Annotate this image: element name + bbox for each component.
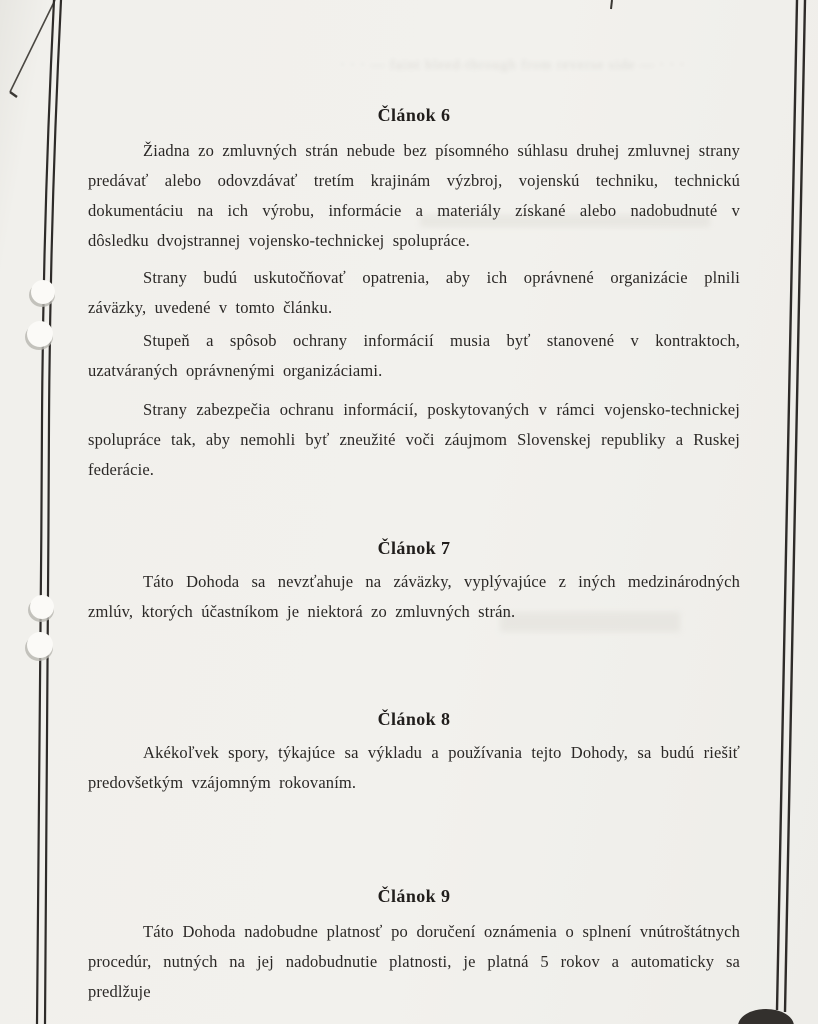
paragraph: Žiadna zo zmluvných strán nebude bez písomného súhlasu druhej zmluvnej strany predávať alebo odovzdávať tretím krajinám výzbroj, vojenskú techniku, technickú dokumentáciu na ich výrobu, informácie a materiály získané alebo nadobudnuté v dôsledku dvojstrannej vojensko-technickej spolupráce. <box>88 141 740 250</box>
section-heading-clanok-6: Článok 6 <box>377 105 451 125</box>
hole-punch <box>29 280 55 307</box>
section-heading-clanok-9: Článok 9 <box>377 886 451 906</box>
paragraph: Strany budú uskutočňovať opatrenia, aby ich oprávnené organizácie plnili záväzky, uvedené v tomto článku. <box>88 268 740 317</box>
hole-punch <box>28 595 54 622</box>
paragraph: Stupeň a spôsob ochrany informácií musia byť stanovené v kontraktoch, uzatváraných oprávnenými organizáciami. <box>88 331 740 380</box>
right-binder-lines <box>777 0 805 1012</box>
hole-punch <box>25 632 53 661</box>
section-heading-clanok-8: Článok 8 <box>377 709 451 729</box>
paragraph: Táto Dohoda nadobudne platnosť po doručení oznámenia o splnení vnútroštátnych procedúr, nutných na jej nadobudnutie platnosti, je platná 5 rokov a automaticky sa predlžuje <box>88 922 740 1001</box>
paragraph: Strany zabezpečia ochranu informácií, poskytovaných v rámci vojensko-technickej spolupráce tak, aby nemohli byť zneužité voči záujmom Slovenskej republiky a Ruskej federácie. <box>88 400 740 479</box>
hole-punch <box>25 321 53 350</box>
page-crease-line <box>10 0 55 97</box>
left-binder-lines <box>37 0 61 1024</box>
stray-scan-mark <box>611 0 612 9</box>
section-heading-clanok-7: Článok 7 <box>377 538 451 558</box>
ink-blob <box>738 1009 794 1024</box>
bleedthrough-ghost-text: · · · — faint bleed-through from reverse side — · · · <box>340 58 686 73</box>
paragraph: Akékoľvek spory, týkajúce sa výkladu a používania tejto Dohody, sa budú riešiť predovšetkým vzájomným rokovaním. <box>88 743 740 792</box>
paragraph: Táto Dohoda sa nevzťahuje na záväzky, vyplývajúce z iných medzinárodných zmlúv, ktorých účastníkom je niektorá zo zmluvných strán. <box>88 572 740 621</box>
